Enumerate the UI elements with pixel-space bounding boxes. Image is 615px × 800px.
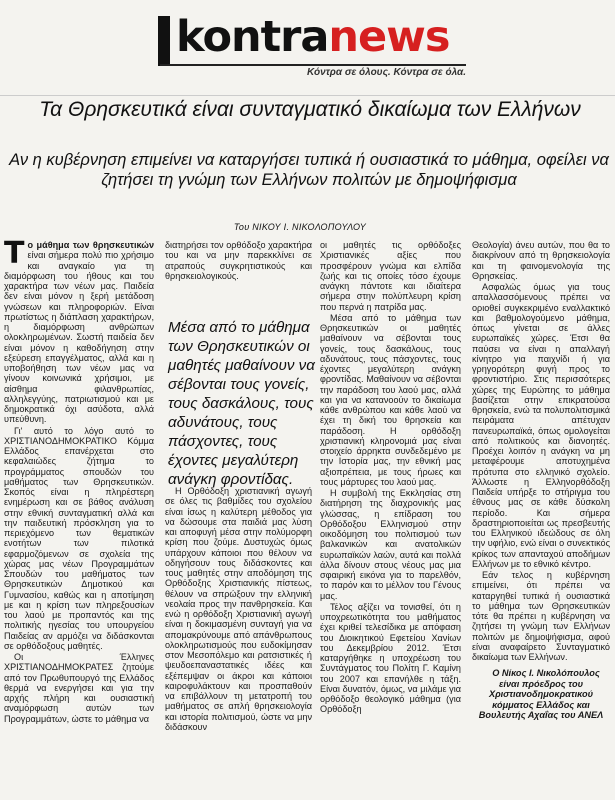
article-headline: Τα Θρησκευτικά είναι συνταγματικό δικαίωμα των Ελλήνων [39,98,581,121]
paragraph: Μέσα από το μάθημα των Θρησκευτικών οι μαθητές μαθαίνουν να σέβονται τους γονείς, τους δασκάλους, τους αδυνάτους, τους πάσχοντες, τους έχοντες μεγαλύτερη ανάγκη φροντίδας. Μαθαίνουν να σέβονται την παράδοση του λαού μας, αλλά και για να κατανοούν το δικαίωμα κάθε ανθρώπου και κάθε λαού να έχει τη δική του θρησκεία και παράδοση. Η ορθόδοξη χριστιανική κληρονομιά μας είναι στοιχείο άρρηκτα συνδεδεμένο με την Ιστορία μας, την εθνική μας αξιοπρέπεια, με τους ήρωες και τους μάρτυρες του λαού μας. [320,312,461,487]
kontranews-logo[interactable] [150,6,470,86]
pull-quote: Μέσα από το μάθημα των Θρησκευτικών οι μαθητές μαθαίνουν να σέβονται τους γονείς, τους δασκάλους, τους αδυνάτους, τους πάσχοντες, τους έχοντες μεγαλύτερη ανάγκη φροντίδας. [168,319,315,488]
paragraph: Θεολογία) άνευ αυτών, που θα το διακρίνουν από τη θρησκειολογία και τη φαινομενολογία της Θρησκείας. [472,240,610,281]
logo-tagline: Κόντρα σε όλους. Κόντρα σε όλα. [307,67,466,78]
paragraph: Γι' αυτό το λόγο αυτό το ΧΡΙΣΤΙΑΝΟΔΗΜΟΚΡΑΤΙΚΟ Κόμμα Ελλάδος επανέρχεται στο κεφαλαιώδες ζήτημα το προγράμματος σπουδών του μαθήματος των Θρησκευτικών. Σκοπός είναι η πληρέστερη ενημέρωση και σε βάθος ανάλυση στην εθνική συνταγματική αλλά και την παιδευτική πρόσκληση για το περιεχόμενο των θεματικών ενοτήτων των πιλοτικά εφαρμοζόμενων σε σχολεία της χώρας μας νέων Προγραμμάτων Σπουδών του μαθήματος των Θρησκευτικών Δημοτικού και Γυμνασίου, καθώς και η αποτίμηση με και η κρίση των πληρεξουσίων του λαού με προπαντός και της πολιτικής ηγεσίας του υπουργείου Παιδείας αν αρμόζει να διδάσκονται σε ορθόδοξους μαθητές. [4,425,154,651]
lead-text: ο μάθημα των θρησκευτικών [27,240,154,250]
header-divider [0,95,615,96]
paragraph: είναι σήμερα πολύ πιο χρήσιμο και αναγκαίο για τη διαμόρφωση του ήθους και του χαρακτήρα των νέων μας. Παιδεία δεν είναι μόνον η ξερή μετάδοση γνώσεων και πληροφοριών. Είναι πρωτίστως η διάπλαση χαρακτήρων, η διαμόρφωση ανθρώπων ολοκληρωμένων. Σωστή παιδεία δεν είναι μόνον η καθοδήγηση στην εξεύρεση επαγγέλματος, αλλά και η υποβοήθηση των νέων μας να γίνουν κοινωνικά χρήσιμοι, με αίσθημα φιλανθρωπίας, αλληλεγγύης, πατριωτισμού και με δημοκρατικά όχι ασύδοτα, αλλά υπεύθυνη. [4,250,154,425]
article-column-1 [4,236,154,724]
logo-underline [160,64,466,66]
paragraph: Ασφαλώς όμως για τους απαλλασσόμενους πρέπει να οριοθεί συγκεκριμένο εναλλακτικό και βαθμολογούμενο μάθημα, όπως γίνεται σε άλλες ευρωπαϊκές χώρες. Έτσι θα παύσει να είναι η απαλλαγή κίνητρο για παιχνίδι ή για γρηγορότερη φυγή προς το φροντιστήριο. Στις περισσότερες χώρες της Ευρώπης το μάθημα βασίζεται στην επικρατούσα θρησκεία, ενώ τα πολυπολιτισμικά πειράματα απέτυχαν πανευρωπαϊκά, όπως ομολογείται από πολιτικούς και διανοητές. Προέχει λοιπόν η ανάγκη να μη μεταφέρουμε αποτυχημένα πρότυπα στο ελληνικό σχολείο. Άλλωστε η Ελληνορθόδοξη Παιδεία υπήρξε το στήριγμα του έθνους μας σε κάθε δύσκολη περίοδο. Και σήμερα δραστηριοποιείται ως πρεσβευτής του Ελληνικού ιδεώδους σε όλη την υφήλιο, ενώ είναι ο συνεκτικός κρίκος των απανταχού αποδήμων Ελλήνων με το εθνικό κέντρο. [472,282,610,569]
paragraph: Η συμβολή της Εκκλησίας στη διατήρηση της διαχρονικής μας γλώσσας, η επίδραση του Ορθόδοξου Ελληνισμού στην οικοδόμηση του πολιτισμού των βαλκανικών και ανατολικών ευρωπαϊκών λαών, αυτά και πολλά άλλα δίνουν στους νέους μας μια σφαιρική εικόνα για το παρελθόν, το παρόν και το μέλλον του Γένους μας. [320,488,461,601]
drop-cap: Τ [4,236,25,271]
logo-bar [158,16,170,66]
paragraph: Η Ορθόδοξη χριστιανική αγωγή σε όλες τις βαθμίδες του σχολείου είναι ίσως η καλύτερη μέθοδος για να δώσουμε στα παιδιά μας λύση και αποφυγή μέσα στην πολύμορφη κρίση που ζούμε. Δυστυχώς όμως υπάρχουν κάποιοι που θέλουν να οδηγήσουν τους διδάσκοντες και τους μαθητές στην αποδόμηση της Ορθόδοξης Χριστιανικής πίστεως, θέλουν να σπρώξουν την ελληνική νεολαία προς την πανθρησκεία. Και ενώ η ορθόδοξη Χριστιανική αγωγή είναι η δοκιμασμένη συνταγή για να απομακρύνουμε από απάνθρωπους ολοκληρωτισμούς που ευδοκίμησαν στον Μεσοπόλεμο και ρατσιστικές ή ψευδοεπαναστατικές ιδέες και εξέπεμψαν οι άκροι και κάποιοι καιροφυλάκτουν και προσπαθούν να επιβάλλουν τη μετατροπή του μαθήματος σε απλή θρησκειολογία και ιστορία πολιτισμού, ώστε να μην διδάσκουν [165,486,312,732]
article-subheadline: Αν η κυβέρνηση επιμείνει να καταργήσει τυπικά ή ουσιαστικά το μάθημα, οφείλει να ζητήσει τη γνώμη των Ελλήνων πολιτών με δημοψήφισμα [9,151,609,189]
paragraph: Οι Έλληνες ΧΡΙΣΤΙΑΝΟΔΗΜΟΚΡΑΤΕΣ ζητούμε από τον Πρωθυπουργό της Ελλάδος θερμά να ενεργήσει και για την αρχής πλήρη και ουσιαστική αναμόρφωση αυτών των Προγραμμάτων, ώστε το μάθημα να [4,652,154,724]
article-column-3 [320,240,461,715]
author-bio: Ο Νίκος Ι. Νικολόπουλος είναι πρόεδρος του Χριστιανοδημοκρατικού κόμματος Ελλάδος και Βουλευτής Αχαΐας του ΑΝΕΛ [478,668,604,721]
article-byline: Του ΝΙΚΟΥ Ι. ΝΙΚΟΛΟΠΟΥΛΟΥ [233,222,367,232]
paragraph: οι μαθητές τις ορθόδοξες Χριστιανικές αξίες που προσφέρουν γνώμα και ελπίδα ζωής και τις οποίες τόσο έχουμε ανάγκη πάντοτε και ιδιαίτερα σήμερα στην πολύπλευρη κρίση που περνά η πατρίδα μας. [320,240,461,312]
paragraph: Τέλος αξίζει να τονισθεί, ότι η υποχρεωτικότητα του μαθήματος έχει κριθεί τελεσίδικα με απόφαση του Διοικητικού Εφετείου Χανίων του Δεκεμβρίου 2012. Έτσι καταργήθηκε η υποχρέωση του Συντάγματος του Πολίτη Γ. Καμίνη του 2007 και επανήλθε η τάξη. Είναι δυνατόν, όμως, να μιλάμε για ορθόδοξο θεολογικό μάθημα (για Ορθόδοξη [320,601,461,715]
article-column-4 [472,240,610,721]
paragraph: Εάν τελος η κυβέρνηση επιμείνει, ότι πρέπει να καταργηθεί τυπικά ή ουσιαστικά το μάθημα των Θρησκευτικών τότε θα πρέπει η κυβέρνηση να ζητήσει τη γνώμη των Ελλήνων πολιτών με δημοψήφισμα, αφού είναι αναφαίρετο Συνταγματικό δικαίωμα των Ελλήνων. [472,570,610,662]
logo-wordmark: kontranews [176,12,450,62]
paragraph: διατηρήσει τον ορθόδοξο χαρακτήρα του και να μην παρεκκλίνει σε ατραπούς συγκρητιστικούς και θρησκειολογικούς. [165,240,312,281]
